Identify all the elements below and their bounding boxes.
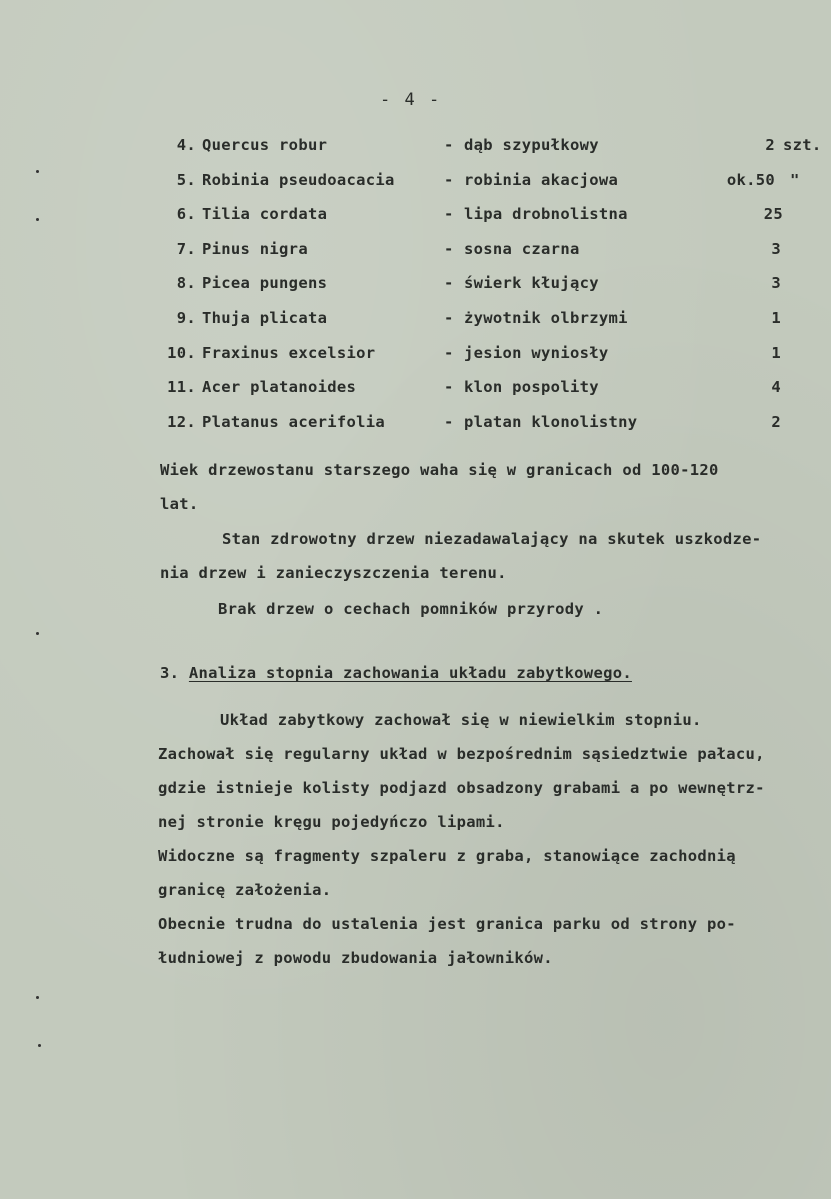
latin-name: Acer platanoides: [202, 378, 357, 397]
punch-mark: [36, 996, 39, 999]
list-item: [0, 274, 831, 309]
text-line: granicę założenia.: [158, 881, 332, 899]
item-number: 9.: [176, 308, 196, 327]
text-line: Układ zabytkowy zachował się w niewielkim stopniu.: [220, 711, 702, 729]
polish-name: robinia akacjowa: [464, 170, 619, 189]
text-line: nej stronie kręgu pojedyńczo lipami.: [158, 813, 505, 831]
text-line: Wiek drzewostanu starszego waha się w granicach od 100-120: [160, 461, 719, 479]
text-line: Widoczne są fragmenty szpaleru z graba, stanowiące zachodnią: [158, 847, 736, 865]
latin-name: Quercus robur: [202, 136, 328, 154]
dash: -: [444, 239, 454, 258]
list-item: [0, 309, 831, 344]
latin-name: Fraxinus excelsior: [202, 343, 376, 362]
list-item: [0, 344, 831, 379]
species-list: [0, 136, 831, 447]
list-item: [0, 171, 831, 206]
list-item: [0, 240, 831, 275]
text-line: Obecnie trudna do ustalenia jest granica parku od strony po-: [158, 915, 736, 933]
polish-name: żywotnik olbrzymi: [464, 308, 628, 327]
count-unit: szt.: [783, 136, 822, 154]
latin-name: Robinia pseudoacacia: [202, 170, 395, 189]
paragraph-nature-monuments: [218, 592, 603, 626]
latin-name: Platanus acerifolia: [202, 412, 386, 431]
latin-name: Thuja plicata: [202, 308, 328, 327]
tree-count: 3: [771, 239, 781, 258]
polish-name: jesion wyniosły: [464, 343, 609, 362]
tree-count: 3: [771, 274, 781, 293]
polish-name: platan klonolistny: [464, 412, 638, 431]
list-item: [0, 413, 831, 448]
paragraph-tree-age: [160, 453, 719, 521]
item-number: 8.: [176, 274, 196, 293]
text-line: Brak drzew o cechach pomników przyrody .: [218, 600, 604, 618]
count-unit: ": [790, 170, 800, 189]
dash: -: [444, 412, 454, 431]
item-number: 4.: [176, 136, 196, 154]
tree-count: 1: [771, 343, 781, 362]
item-number: 5.: [176, 170, 196, 189]
section-heading: [160, 664, 632, 682]
paragraph-tree-health: [160, 522, 761, 590]
text-line: lat.: [160, 495, 199, 513]
item-number: 6.: [176, 205, 196, 224]
list-item: [0, 378, 831, 413]
tree-count: 25: [763, 205, 783, 224]
tree-count: 4: [771, 378, 781, 397]
text-line: łudniowej z powodu zbudowania jałowników.: [158, 949, 553, 967]
dash: -: [444, 136, 454, 154]
item-number: 7.: [176, 239, 196, 258]
punch-mark: [38, 1044, 41, 1047]
item-number: 10.: [167, 343, 196, 362]
dash: -: [444, 170, 454, 189]
section-body: [158, 703, 765, 975]
punch-mark: [36, 632, 39, 635]
polish-name: dąb szypułkowy: [464, 136, 599, 154]
text-line: gdzie istnieje kolisty podjazd obsadzony grabami a po wewnętrz-: [158, 779, 765, 797]
dash: -: [444, 343, 454, 362]
polish-name: klon pospolity: [464, 378, 599, 397]
dash: -: [444, 274, 454, 293]
list-item: [0, 205, 831, 240]
text-line: nia drzew i zanieczyszczenia terenu.: [160, 564, 507, 582]
dash: -: [444, 308, 454, 327]
page-number: - 4 -: [380, 90, 442, 110]
section-number: 3.: [160, 664, 180, 682]
item-number: 11.: [167, 378, 196, 397]
tree-count: 1: [771, 308, 781, 327]
tree-count: ok.50: [726, 170, 775, 189]
polish-name: sosna czarna: [464, 239, 580, 258]
list-item: [0, 136, 831, 171]
latin-name: Picea pungens: [202, 274, 328, 293]
item-number: 12.: [167, 412, 196, 431]
polish-name: lipa drobnolistna: [464, 205, 628, 224]
dash: -: [444, 205, 454, 224]
dash: -: [444, 378, 454, 397]
text-line: Zachował się regularny układ w bezpośrednim sąsiedztwie pałacu,: [158, 745, 765, 763]
text-line: Stan zdrowotny drzew niezadawalający na skutek uszkodze-: [222, 530, 762, 548]
polish-name: świerk kłujący: [464, 274, 599, 293]
punch-mark: [36, 170, 39, 173]
section-title: Analiza stopnia zachowania układu zabytkowego.: [188, 664, 632, 682]
latin-name: Pinus nigra: [202, 239, 308, 258]
latin-name: Tilia cordata: [202, 205, 328, 224]
tree-count: 2: [771, 412, 781, 431]
tree-count: 2: [765, 136, 775, 154]
punch-mark: [36, 218, 39, 221]
